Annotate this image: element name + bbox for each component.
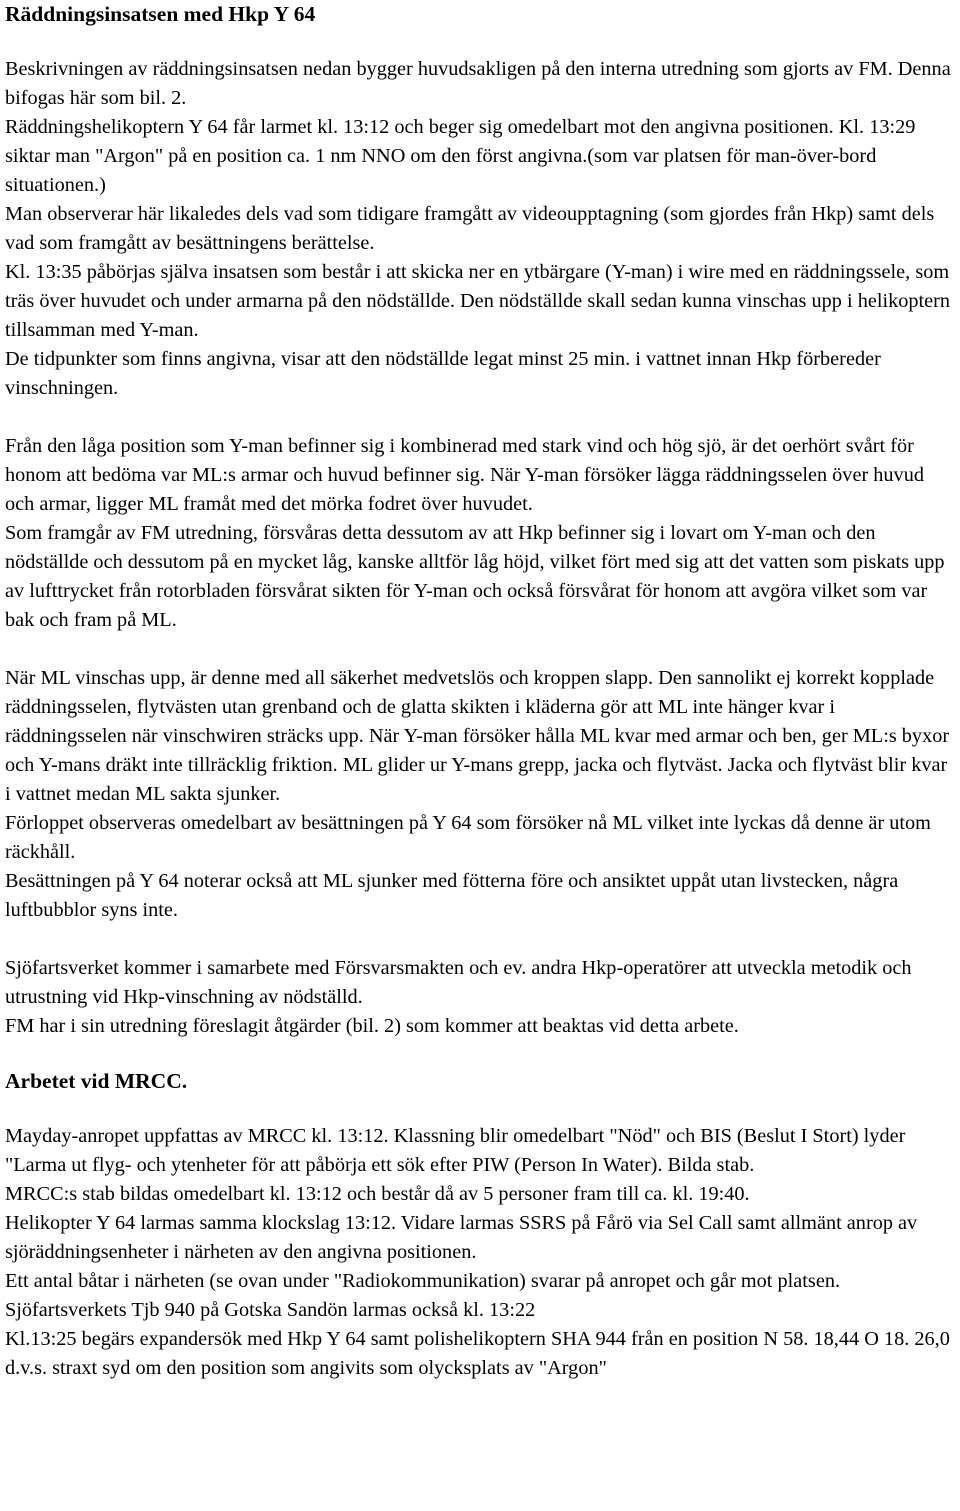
paragraph: Sjöfartsverket kommer i samarbete med Försvarsmakten och ev. andra Hkp-operatörer att utveckla metodik och utrustning vid Hkp-vinschning av nödställd. xyxy=(5,957,912,1008)
paragraph: De tidpunkter som finns angivna, visar att den nödställde legat minst 25 min. i vattnet innan Hkp förbereder vinschningen. xyxy=(5,348,881,399)
paragraph: Beskrivningen av räddningsinsatsen nedan bygger huvudsakligen på den interna utredning som gjorts av FM. Denna bifogas här som bil. 2. xyxy=(5,58,951,109)
mrcc-section xyxy=(5,1122,955,1383)
spacer xyxy=(5,635,955,664)
spacer xyxy=(5,925,955,954)
paragraph: Ett antal båtar i närheten (se ovan under "Radiokommunikation) svarar på anropet och går mot platsen. Sjöfartsverkets Tjb 940 på Gotska Sandön larmas också kl. 13:22 xyxy=(5,1270,841,1321)
spacer xyxy=(5,1096,955,1122)
conditions-section xyxy=(5,432,955,635)
paragraph: Besättningen på Y 64 noterar också att ML sjunker med fötterna före och ansiktet uppåt utan livstecken, några luftbubblor syns inte. xyxy=(5,870,899,921)
spacer xyxy=(5,29,955,55)
paragraph: Som framgår av FM utredning, försvåras detta dessutom av att Hkp befinner sig i lovart om Y-man och den nödställde och dessutom på en mycket låg, kanske alltför låg höjd, vilket fört med sig att det vatten som piskats upp av lufttrycket från rotorbladen försvårat sikten för Y-man och också försvårat för honom att avgöra vilket som var bak och fram på ML. xyxy=(5,522,945,631)
paragraph: Förloppet observeras omedelbart av besättningen på Y 64 som försöker nå ML vilket inte lyckas då denne är utom räckhåll. xyxy=(5,812,931,863)
paragraph: Man observerar här likaledes dels vad som tidigare framgått av videoupptagning (som gjordes från Hkp) samt dels vad som framgått av besättningens berättelse. xyxy=(5,203,935,254)
paragraph: MRCC:s stab bildas omedelbart kl. 13:12 och består då av 5 personer fram till ca. kl. 19:40. xyxy=(5,1183,750,1205)
document-page xyxy=(5,0,955,1383)
section-heading: Arbetet vid MRCC. xyxy=(5,1069,188,1093)
document-title: Räddningsinsatsen med Hkp Y 64 xyxy=(5,2,316,26)
paragraph: FM har i sin utredning föreslagit åtgärder (bil. 2) som kommer att beaktas vid detta arbete. xyxy=(5,1015,739,1037)
followup-section xyxy=(5,954,955,1041)
paragraph: Räddningshelikoptern Y 64 får larmet kl. 13:12 och beger sig omedelbart mot den angivna positionen. Kl. 13:29 siktar man "Argon" på en position ca. 1 nm NNO om den först angivna.(som var platsen för man-över-bord situationen.) xyxy=(5,116,916,196)
paragraph: Kl. 13:35 påbörjas själva insatsen som består i att skicka ner en ytbärgare (Y-man) i wire med en räddningssele, som träs över huvudet och under armarna på den nödställde. Den nödställde skall sedan kunna vinschas upp i helikoptern tillsamman med Y-man. xyxy=(5,261,951,341)
paragraph: Från den låga position som Y-man befinner sig i kombinerad med stark vind och hög sjö, är det oerhört svårt för honom att bedöma var ML:s armar och huvud befinner sig. När Y-man försöker lägga räddningsselen över huvud och armar, ligger ML framåt med det mörka fodret över huvudet. xyxy=(5,435,924,515)
intro-section xyxy=(5,55,955,403)
paragraph: När ML vinschas upp, är denne med all säkerhet medvetslös och kroppen slapp. Den sannolikt ej korrekt kopplade räddningsselen, flytvästen utan grenband och de glatta skikten i kläderna gör att ML inte hänger kvar i räddningsselen när vinschwiren sträcks upp. När Y-man försöker hålla ML kvar med armar och ben, ger ML:s byxor och Y-mans dräkt inte tillräcklig friktion. ML glider ur Y-mans grepp, jacka och flytväst. Jacka och flytväst blir kvar i vattnet medan ML sakta sjunker. xyxy=(5,667,950,805)
winching-section xyxy=(5,664,955,925)
paragraph: Helikopter Y 64 larmas samma klockslag 13:12. Vidare larmas SSRS på Fårö via Sel Call samt allmänt anrop av sjöräddningsenheter i närheten av den angivna positionen. xyxy=(5,1212,918,1263)
paragraph: Mayday-anropet uppfattas av MRCC kl. 13:12. Klassning blir omedelbart "Nöd" och BIS (Beslut I Stort) lyder "Larma ut flyg- och ytenheter för att påbörja ett sök efter PIW (Person In Water). Bilda stab. xyxy=(5,1125,906,1176)
spacer xyxy=(5,403,955,432)
paragraph: Kl.13:25 begärs expandersök med Hkp Y 64 samt polishelikoptern SHA 944 från en position N 58. 18,44 O 18. 26,0 d.v.s. straxt syd om den position som angivits som olycksplats av "Argon" xyxy=(5,1328,950,1379)
